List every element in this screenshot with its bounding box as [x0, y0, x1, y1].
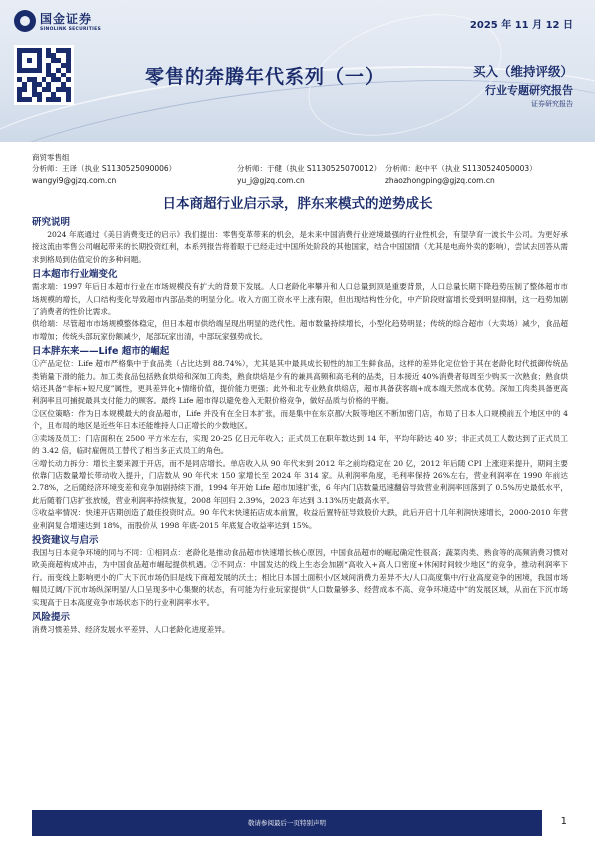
page-number: 1: [560, 816, 567, 827]
paragraph: ①产品定位：Life 超市严格集中于食品类（占比达到 88.74%），尤其是其中最具成长韧性的加工生鲜食品，这样的差异化定位恰于其在老龄化时代抵御传统品类销量下滑的能力。加工类食品包括熟食烘焙和深加工肉类，熟食烘焙是少有的兼具高频和高毛利的品类，日本接近 40%消费者每周至少购买一次熟食；熟食烘焙还具备“非标+短尺度”属性，更具差异化+情绪价值，提价能力更强；此外和北专业熟食烘焙店，超市具备获客端+成本端天然成本优势。深加工肉类具备更高利润率且可捕捉最具支付能力的顾客。最终 Life 超市得以避免卷入无限价格竞争，做好品质与价格的平衡。: [32, 359, 568, 406]
analyst-name: 分析师：王译（执业 S1130525090006）: [32, 164, 177, 173]
analyst-name: 分析师：于健（执业 S1130525070012）: [237, 164, 382, 173]
paragraph: ②区位策略：作为日本规模最大的食品超市，Life 并没有在全日本扩张，而是集中在东京都/大阪等地区不断加密门店，布局了日本人口规模前五个地区中的 4 个，且布局的地区是近些年日本还能维持人口正增长的少数地区。: [32, 408, 568, 431]
report-type: 行业专题研究报告: [485, 84, 573, 97]
section-heading: 日本胖东来——Life 超市的崛起: [32, 346, 170, 358]
section-heading: 投资建议与启示: [32, 534, 99, 546]
paragraph: 2024 年底通过《美日消费变迁的启示》我们提出：零售变革带来的机会，是未来中国消费行业逆境最强的行业性机会，有望孕育一波长牛公司。为更好承接这流由零售公司崛起带来的长期投资红利，本系列报告将着眼于已经走过中国所处阶段的其他国家，结合中国国情（尤其是电商外卖的影响），尝试去回答从需求到格局到估值定价的多种问题。: [32, 230, 568, 264]
analyst-email[interactable]: yu_j@gjzq.com.cn: [237, 176, 305, 185]
analyst-block: [385, 163, 537, 185]
analyst-email[interactable]: wangyi9@gjzq.com.cn: [32, 176, 117, 185]
sector-label: 商贸零售组: [32, 153, 70, 162]
section-heading: 日本超市行业端变化: [32, 269, 118, 281]
section-heading: 研究说明: [32, 217, 71, 228]
analyst-block: [237, 163, 381, 185]
analyst-block: [32, 163, 176, 185]
report-date: 2025 年 11 月 12 日: [469, 20, 573, 31]
header-banner: [0, 0, 595, 142]
rating-badge: 买入（维持评级）: [472, 64, 573, 79]
logo-icon: [14, 10, 36, 32]
analyst-name: 分析师：赵中平（执业 S1130524050003）: [385, 164, 537, 173]
paragraph: 需求端：1997 年后日本超市行业在市场规模没有扩大的背景下发展。人口老龄化率攀升和人口总量到顶是重要背景，人口总量长期下降趋势压制了整体超市市场规模的增长，人口结构变化导致超市内部品类的明显分化。收入方面工资水平上涨有限，但出现结构性分化，中产阶段财富增长受到明显抑制，这一趋势加剧了消费者的性价比需求。: [32, 282, 568, 317]
analyst-email[interactable]: zhaozhongping@gjzq.com.cn: [385, 176, 495, 185]
paragraph: 供给端：尽管超市市场规模整体稳定，但日本超市供给端呈现出明显的迭代性。超市数量持续增长，小型化趋势明显；传统的综合超市（大卖场）减少，食品超市增加；传统头部玩家份额减少，尾部玩家出清，中部玩家强势成长。: [32, 319, 568, 341]
paragraph: ④增长动力拆分：增长主要来源于开店，而不是同店增长。单店收入从 90 年代末到 2012 年之前均稳定在 20 亿，2012 年后随 CPI 上涨迎来提升，期间主要依靠门店数量增长带动收入提升，门店数从 90 年代末 150 家增长至 2024 年 314 家。从利润率角度，毛利率保持 26%左右，营业利润率在 1990 年前达 2.78%，之后随经济环境变差和竞争加剧持续下滑，1994 年开始 Life 超市加速扩张，6 年内门店数量迅速翻倍导致营业利润率回落到了 0.5%历史最低水平，此后随着门店扩张放缓，营业利润率持续恢复，2008 年回归 2.39%，2023 年达到 3.13%历史最高水平。: [32, 458, 568, 505]
main-title: 日本商超行业启示录，胖东来模式的逆势成长: [162, 196, 433, 212]
paragraph: 我国与日本竞争环境的同与不同：①相同点：老龄化是推动食品超市快速增长核心原因，中国食品超市的崛起确定性很高；蔬菜肉类、熟食等的高频消费习惯对欧美商超构成冲击，为中国食品超市崛起提供机遇。②不同点：中国发达的线上生态会加剧“高收入+高人口密度+休闲时间较少地区”的竞争，推动利润率下行。而变线上影响更小的广大下沉市场仍旧是线下商超发展的沃土；相比日本国土面积小/区域间消费力差异不大/人口高度集中/行业高度竞争的困境，我国市场幅员辽阔/下沉市场纵深明显/人口呈现多中心集聚的状态，有可能为行业玩家提供“人口数量够多、经营成本不高、竞争环境适中”的发展区域，从而在下沉市场实现高于日本高度竞争市场状态下的行业利润率水平。: [32, 547, 568, 607]
company-logo: [14, 10, 101, 32]
report-body: [32, 214, 568, 636]
logo-cn: 国金证券: [40, 12, 93, 26]
page-footer: [0, 810, 595, 842]
logo-en: SINOLINK SECURITIES: [40, 27, 102, 32]
qr-code-icon: [14, 45, 74, 105]
paragraph: ③卖场及员工：门店面积在 2500 平方米左右，实现 20-25 亿日元年收入；正式员工在职年数达到 14 年，平均年龄达 40 岁；非正式员工人数达到了正式员工的 3.42 倍，临时雇佣员工替代了相当多正式员工的角色。: [32, 433, 568, 456]
paragraph: 消费习惯差异、经济发展水平差异、人口老龄化进度差异。: [32, 624, 230, 634]
paragraph: ⑤收益率情况：快速开店期创造了最佳投资时点。90 年代末快速拓店成本前置，收益后置特征导致股价大跌，此后开启十几年利润快速增长，2000-2010 年营业利润复合增速达到 18%，而股价从 1998 年底-2015 年底复合收益率达到 15%。: [32, 508, 568, 530]
footer-disclaimer[interactable]: 敬请参阅最后一页特别声明: [248, 819, 326, 827]
report-subtype: 证券研究报告: [531, 100, 573, 108]
series-title: 零售的奔腾年代系列（一）: [145, 66, 386, 88]
section-heading: 风险提示: [32, 611, 71, 623]
